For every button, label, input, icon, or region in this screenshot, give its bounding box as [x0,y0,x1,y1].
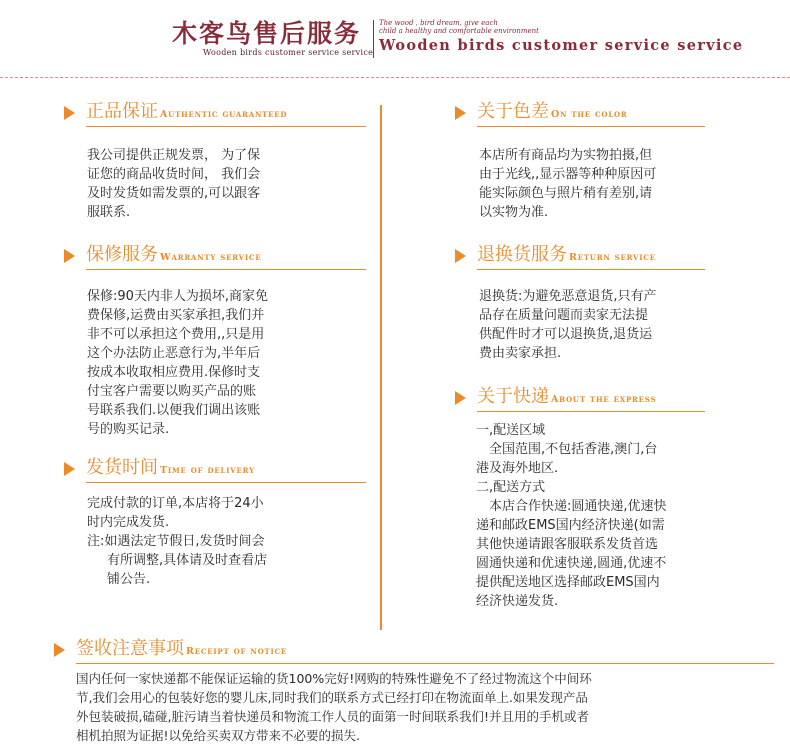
body-line: 费由卖家承担. [479,346,562,361]
body-line: 完成付款的订单,本店将于24小 [87,496,264,511]
section-underline [477,411,705,412]
section-underline [86,126,366,127]
section-title: 关于快递 About the express [477,386,657,407]
body-line: 外包装破损,磕碰,脏污请当着快递员和物流工作人员的面第一时间联系我们!并且用的手机或者 [76,709,589,724]
section-body [87,494,267,589]
body-line: 提供配送地区选择邮政EMS国内 [476,575,660,590]
body-line: 保修:90天内非人为损坏,商家免 [87,289,269,304]
section-subtitle: About the express [551,394,657,405]
body-line: 相机拍照为证据!以免给买卖双方带来不必要的损失. [76,728,360,743]
section-body [87,146,260,222]
section-title: 保修服务 Warranty service [86,244,262,265]
body-line: 按成本收取相应费用.保修时支 [87,365,261,380]
brand-title-cn: 木客鸟售后服务 [172,19,362,48]
section-subtitle: On the color [551,109,628,120]
body-line: 供配件时才可以退换货,退货运 [479,327,653,342]
body-line: 本店所有商品均为实物拍摄,但 [479,148,653,163]
brand-title-en: Wooden birds customer service service [379,37,744,54]
triangle-arrow-icon [455,106,466,120]
section-body [479,287,657,363]
body-line: 铺公告. [107,572,151,587]
brand-title-en-small: Wooden birds customer service service [203,48,374,57]
section-title: 退换货服务 Return service [477,244,656,265]
body-line: 递和邮政EMS国内经济快递(如需 [476,518,665,533]
section-body [476,421,667,611]
body-line: 一,配送区域 [476,423,546,438]
body-line: 港及海外地区. [476,461,559,476]
slogan-line-2: child a healthy and comfortable environment [379,27,539,35]
triangle-arrow-icon [455,249,466,263]
body-line: 其他快递请跟客服联系发货首选 [476,537,659,552]
section-body [76,669,592,745]
section-title: 签收注意事项 Receipt of notice [76,638,288,659]
section-underline [86,269,366,270]
body-line: 非不可以承担这个费用,,只是用 [87,327,265,342]
section-underline [86,482,366,483]
header-dashed-separator [0,77,790,78]
header-divider [373,20,374,58]
body-line: 时内完成发货. [87,515,170,530]
body-line: 这个办法防止恶意行为,半年后 [87,346,261,361]
brand-slogan [379,19,539,35]
section-title: 发货时间 Time of delivery [86,457,255,478]
body-line: 品存在质量问题而卖家无法提 [479,308,649,323]
body-line: 能实际颜色与照片稍有差别,请 [479,186,653,201]
section-subtitle: Authentic guaranteed [160,109,288,120]
section-subtitle: Time of delivery [160,465,255,476]
section-underline [76,663,774,664]
body-line: 有所调整,具体请及时查看店 [107,553,268,568]
body-line: 退换货:为避免恶意退货,只有产 [479,289,657,304]
triangle-arrow-icon [64,462,75,476]
section-body [87,287,268,439]
body-line: 以实物为准. [479,205,549,220]
body-line: 国内任何一家快递都不能保证运输的货100%完好!网购的特殊性避免不了经过物流这个中间环 [76,671,592,686]
body-line: 证您的商品收货时间， 我们会 [87,167,261,182]
body-line: 注:如遇法定节假日,发货时间会 [87,534,265,549]
triangle-arrow-icon [64,106,75,120]
body-line: 号联系我们.以便我们调出该账 [87,403,261,418]
section-body [479,146,656,222]
slogan-line-1: The wood , bird dream, give each [379,19,498,27]
body-line: 由于光线,,显示器等种种原因可 [479,167,657,182]
section-title: 正品保证 Authentic guaranteed [86,101,288,122]
triangle-arrow-icon [455,391,466,405]
body-line: 本店合作快递:圆通快递,优速快 [489,499,667,514]
section-subtitle: Warranty service [160,252,262,263]
body-line: 经济快递发货. [476,594,559,609]
section-subtitle: Return service [569,252,656,263]
body-line: 全国范围,不包括香港,澳门,台 [489,442,658,457]
body-line: 节,我们会用心的包装好您的婴儿床,同时我们的联系方式已经打印在物流面单上.如果发现产品 [76,690,588,705]
page-header [0,0,790,78]
body-line: 我公司提供正规发票， 为了保 [87,148,261,163]
triangle-arrow-icon [54,643,65,657]
body-line: 服联系. [87,205,131,220]
section-title: 关于色差 On the color [477,101,628,122]
triangle-arrow-icon [64,249,75,263]
body-line: 二,配送方式 [476,480,546,495]
column-divider [380,105,382,630]
body-line: 付宝客户需要以购买产品的账 [87,384,257,399]
body-line: 及时发货如需发票的,可以跟客 [87,186,261,201]
section-subtitle: Receipt of notice [186,646,288,657]
body-line: 号的购买记录. [87,422,170,437]
section-underline [477,269,705,270]
body-line: 费保修,运费由买家承担,我们并 [87,308,265,323]
section-underline [477,126,705,127]
body-line: 圆通快递和优速快递,圆通,优速不 [476,556,667,571]
